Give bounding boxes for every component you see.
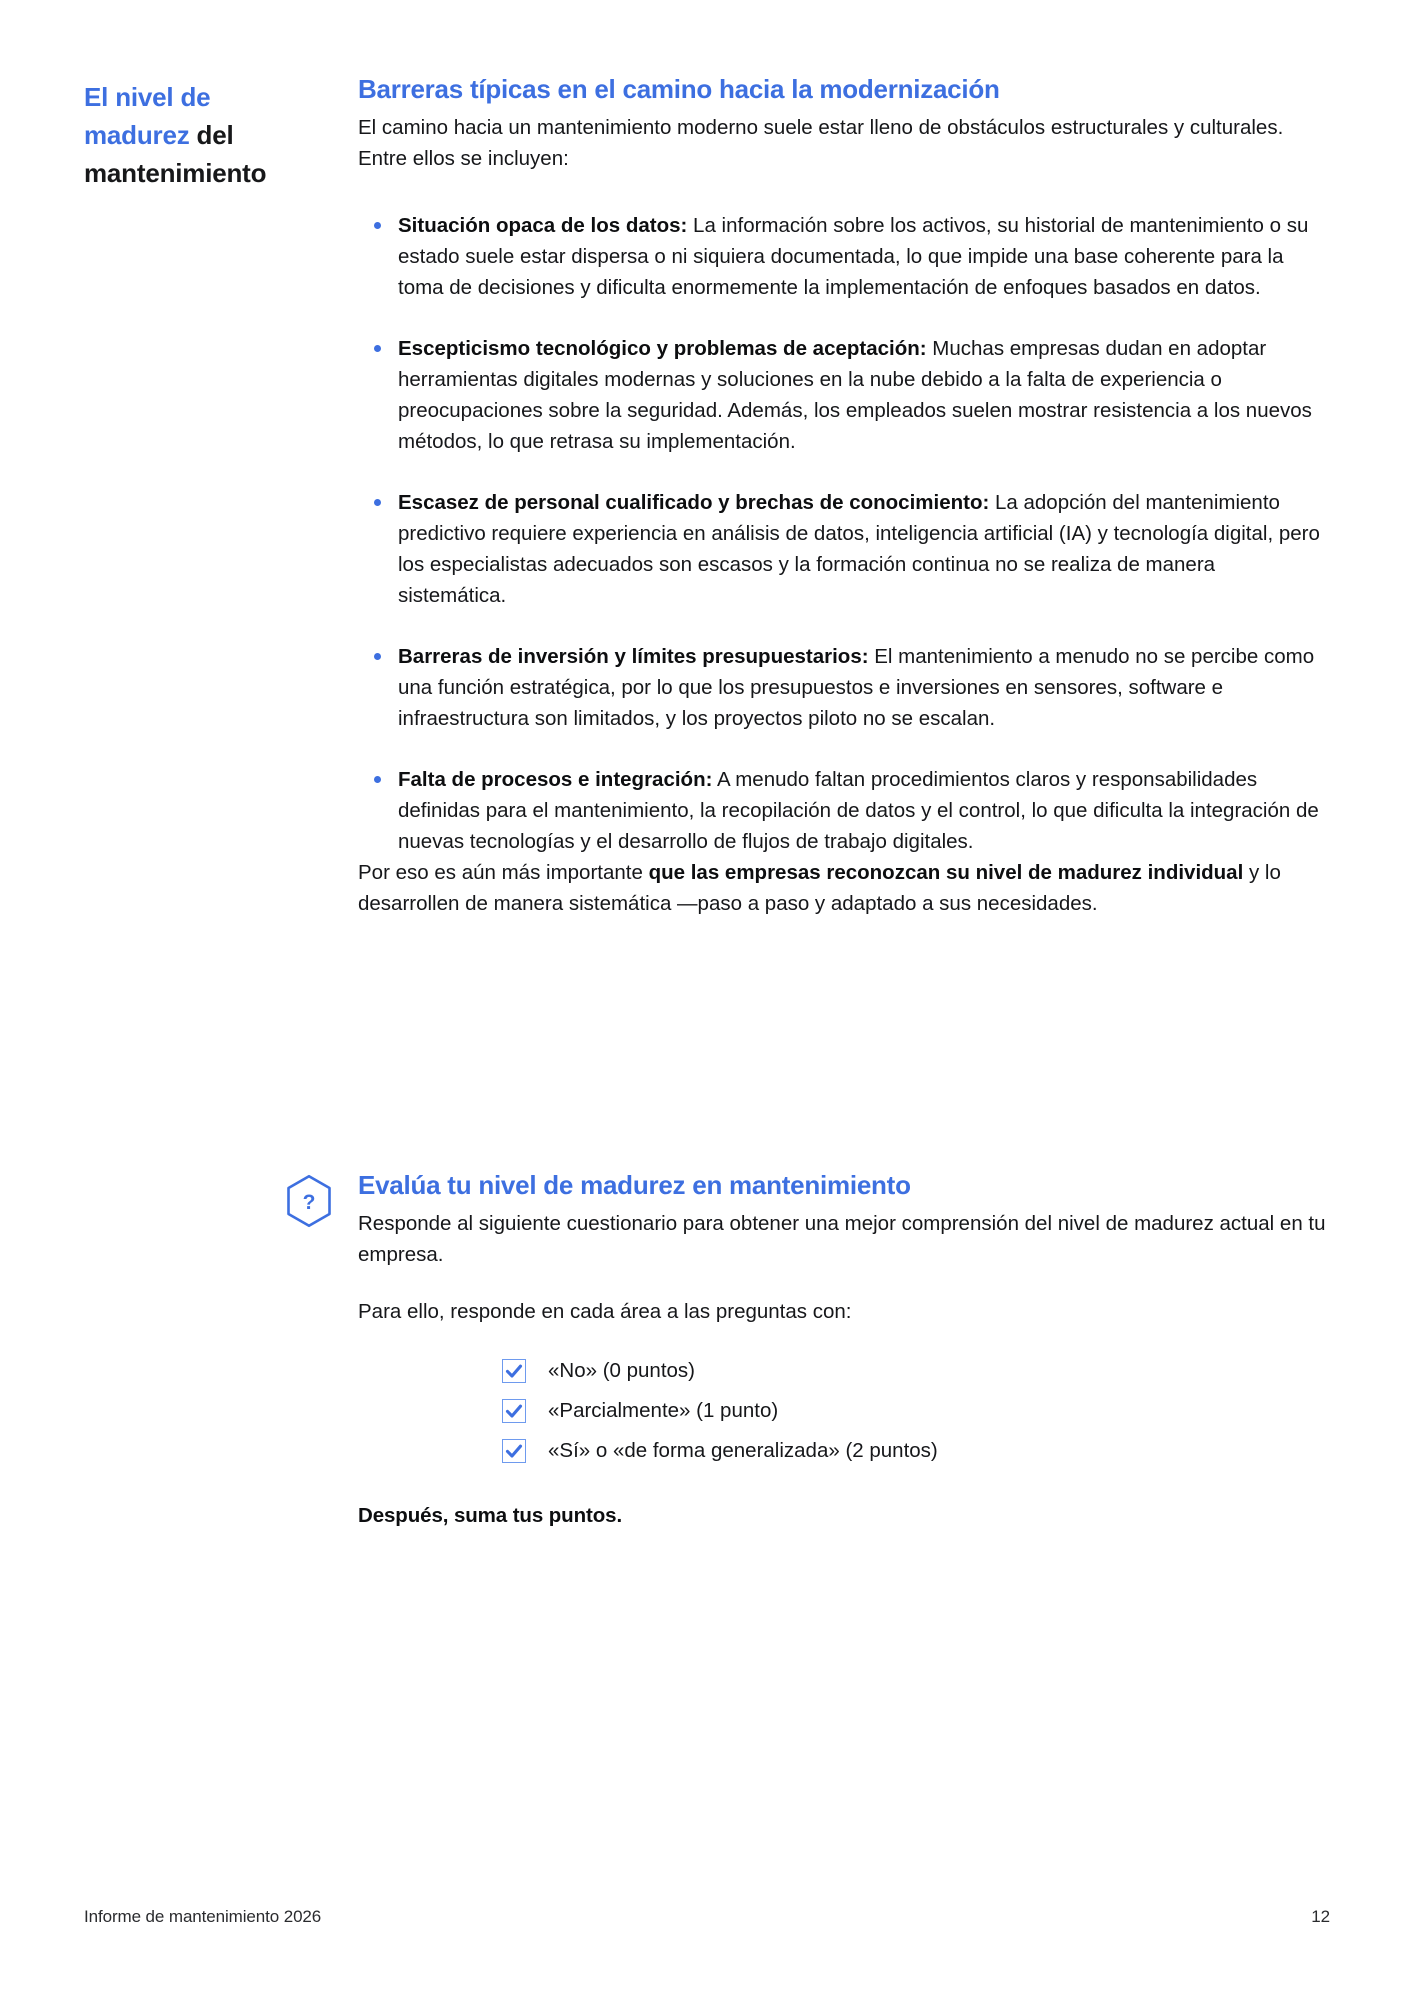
list-item — [502, 1355, 1326, 1386]
quiz-section — [302, 1168, 1326, 1552]
footer-document-title: Informe de mantenimiento 2026 — [84, 1907, 322, 1926]
running-head-line-2-accent: madurez — [84, 120, 190, 150]
bullet-dot-icon — [374, 653, 381, 660]
checkbox-checked-icon[interactable] — [502, 1399, 526, 1423]
bullet-lead: Escasez de personal cualificado y brechas de conocimiento: — [398, 491, 990, 514]
closing-bold: que las empresas reconozcan su nivel de madurez individual — [648, 861, 1244, 884]
bullet-text: A menudo faltan procedimientos claros y responsabilidades definidas para el mantenimiento, la recopilación de datos y el control, lo que dificulta la integración de nuevas tecnologías y el desarrollo de flujos de trabajo digitales. — [398, 768, 1319, 853]
list-item — [358, 210, 1326, 303]
svg-text:?: ? — [302, 1191, 316, 1214]
bullet-text: Muchas empresas dudan en adoptar herramientas digitales modernas y soluciones en la nube debido a la falta de experiencia o preocupaciones sobre la seguridad. Además, los empleados suelen mostrar resistencia a los nuevos métodos, lo que retrasa su implementación. — [398, 337, 1312, 453]
scoring-options-list — [358, 1355, 1326, 1466]
bullet-lead: Barreras de inversión y límites presupuestarios: — [398, 645, 869, 668]
running-head-line-1: El nivel de — [84, 82, 211, 112]
section-title-barreras: Barreras típicas en el camino hacia la modernización — [358, 74, 1000, 104]
bullet-text: La información sobre los activos, su historial de mantenimiento o su estado suele estar dispersa o ni siquiera documentada, lo que impide una base coherente para la toma de decisiones y dificulta enormemente la implementación de enfoques basados en datos. — [398, 214, 1309, 299]
list-item — [358, 641, 1326, 734]
checkbox-checked-icon[interactable] — [502, 1359, 526, 1383]
page-footer — [84, 1906, 1330, 1928]
section1-intro-paragraph: El camino hacia un mantenimiento moderno suele estar lleno de obstáculos estructurales y culturales. Entre ellos se incluyen: — [358, 116, 1284, 170]
section2-instruction-paragraph: Para ello, responde en cada área a las preguntas con: — [358, 1300, 852, 1323]
list-item — [502, 1435, 1326, 1466]
bullet-lead: Falta de procesos e integración: — [398, 768, 713, 791]
option-label: «Sí» o «de forma generalizada» (2 puntos) — [548, 1439, 938, 1462]
bullet-dot-icon — [374, 776, 381, 783]
option-label: «No» (0 puntos) — [548, 1359, 696, 1382]
barriers-bullet-list — [358, 210, 1326, 857]
section2-intro-paragraph: Responde al siguiente cuestionario para obtener una mejor comprensión del nivel de madurez actual en tu empresa. — [358, 1212, 1326, 1266]
question-hexagon-icon — [284, 1174, 334, 1228]
closing-post: y lo desarrollen de manera sistemática —paso a paso y adaptado a sus necesidades. — [358, 861, 1281, 915]
bullet-text: El mantenimiento a menudo no se percibe como una función estratégica, por lo que los presupuestos e inversiones en sensores, software e infraestructura son limitados, y los proyectos piloto no se escalan. — [398, 645, 1315, 730]
sum-points-line: Después, suma tus puntos. — [358, 1504, 623, 1527]
running-head-line-3: mantenimiento — [84, 158, 267, 188]
running-head-line-2-plain: del — [189, 120, 234, 150]
closing-pre: Por eso es aún más importante — [358, 861, 649, 884]
sidebar-running-head — [84, 78, 294, 192]
bullet-lead: Situación opaca de los datos: — [398, 214, 688, 237]
checkbox-checked-icon[interactable] — [502, 1439, 526, 1463]
bullet-dot-icon — [374, 345, 381, 352]
list-item — [358, 333, 1326, 457]
list-item — [358, 487, 1326, 611]
bullet-dot-icon — [374, 499, 381, 506]
bullet-dot-icon — [374, 222, 381, 229]
bullet-text: La adopción del mantenimiento predictivo requiere experiencia en análisis de datos, inteligencia artificial (IA) y tecnología digital, pero los especialistas adecuados son escasos y la formación continua no se realiza de manera sistemática. — [398, 491, 1320, 607]
running-head-title — [84, 78, 294, 192]
bullet-lead: Escepticismo tecnológico y problemas de aceptación: — [398, 337, 927, 360]
option-label: «Parcialmente» (1 punto) — [548, 1399, 779, 1422]
footer-page-number: 12 — [1311, 1907, 1330, 1926]
list-item — [358, 764, 1326, 857]
list-item — [502, 1395, 1326, 1426]
main-content-column — [358, 72, 1326, 919]
section1-closing-paragraph — [358, 857, 1326, 919]
section-title-evalua: Evalúa tu nivel de madurez en mantenimiento — [358, 1170, 911, 1200]
